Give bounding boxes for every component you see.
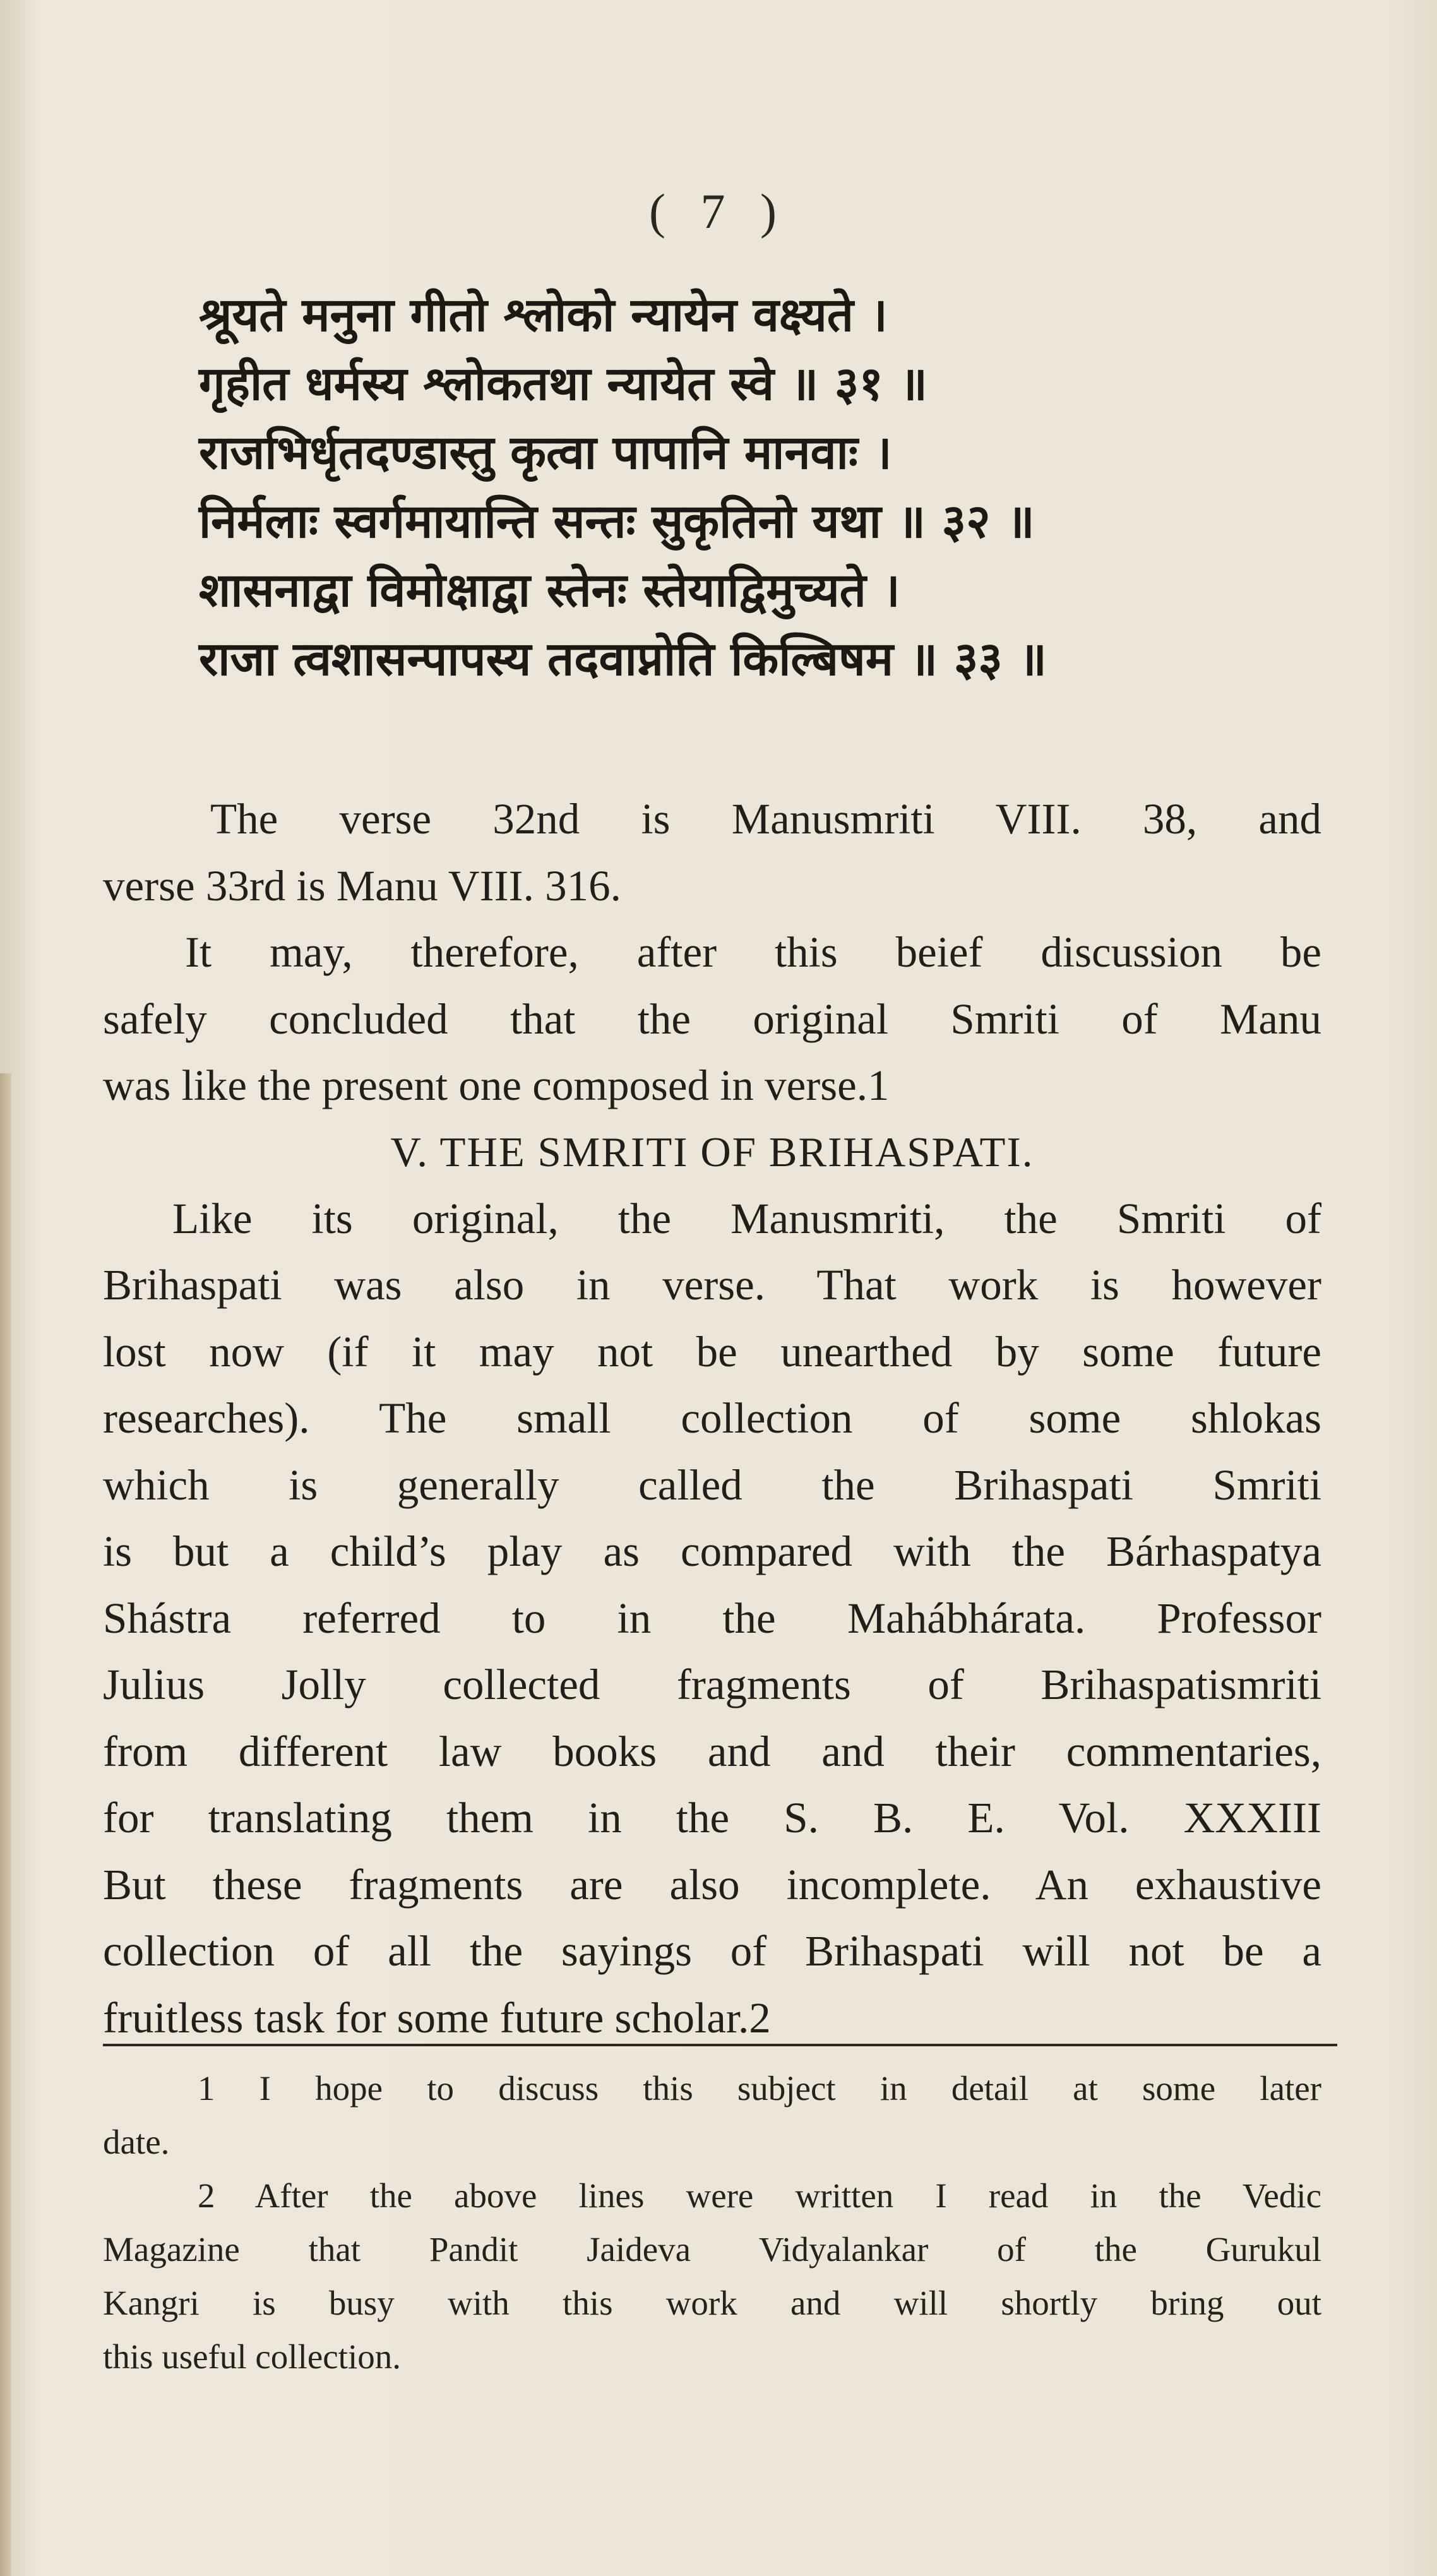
footnote-line: Kangri is busy with this work and will shortly bring out: [103, 2284, 1321, 2322]
sanskrit-verse-line: निर्मलाः स्वर्गमायान्ति सन्तः सुकृतिनो यथा ॥ ३२ ॥: [199, 494, 1035, 549]
text-line: collection of all the sayings of Brihaspati will not be a: [103, 1927, 1321, 1975]
paragraph-conclusion: [103, 919, 1321, 1119]
text-line: But these fragments are also incomplete. An exhaustive: [103, 1860, 1321, 1909]
text-line: Like its original, the Manusmriti, the Smriti of: [172, 1194, 1321, 1243]
text-line: It may, therefore, after this beief discussion be: [185, 928, 1321, 976]
sanskrit-verse-line: गृहीत धर्मस्य श्लोकतथा न्यायेत स्वे ॥ ३१ ॥: [199, 357, 927, 411]
sanskrit-verse-line: राजा त्वशासन्पापस्य तदवाप्नोति किल्बिषम ॥ ३३ ॥: [199, 632, 1047, 686]
text-line: lost now (if it may not be unearthed by some future: [103, 1327, 1321, 1376]
page-binding-edge: [0, 1073, 11, 2576]
sanskrit-verse-line: राजभिर्धृतदण्डास्तु कृत्वा पापानि मानवाः ।: [199, 426, 892, 480]
footnote-divider: [103, 2044, 1337, 2046]
paragraph-verse-reference: [103, 786, 1321, 919]
footnote-line: 2 After the above lines were written I read in the Vedic: [198, 2176, 1321, 2215]
text-line: verse 33rd is Manu VIII. 316.: [103, 861, 621, 910]
text-line: for translating them in the S. B. E. Vol. XXXIII: [103, 1794, 1321, 1842]
sanskrit-verses: [199, 281, 1272, 694]
section-heading: V. THE SMRITI OF BRIHASPATI.: [390, 1128, 1034, 1176]
footnote-line: this useful collection.: [103, 2337, 401, 2376]
footnote-line: 1 I hope to discuss this subject in detail at some later: [198, 2069, 1321, 2108]
text-line: fruitless task for some future scholar.2: [103, 1993, 771, 2042]
text-line: Brihaspati was also in verse. That work is however: [103, 1261, 1321, 1309]
footnote-line: Magazine that Pandit Jaideva Vidyalankar of the Gurukul: [103, 2230, 1321, 2269]
text-line: Shástra referred to in the Mahábhárata. Professor: [103, 1594, 1321, 1642]
sanskrit-verse-line: शासनाद्वा विमोक्षाद्वा स्तेनः स्तेयाद्विमुच्यते ।: [199, 563, 900, 617]
page-number: ( 7 ): [649, 184, 788, 239]
footnote-2: [103, 2169, 1321, 2383]
text-line: was like the present one composed in verse.1: [103, 1061, 890, 1109]
sanskrit-verse-line: श्रूयते मनुना गीतो श्लोको न्यायेन वक्ष्यते ।: [199, 288, 888, 342]
footnote-line: date.: [103, 2123, 170, 2161]
main-text: [103, 786, 1321, 2051]
footnote-1: [103, 2061, 1321, 2169]
text-line: researches). The small collection of some shlokas: [103, 1394, 1321, 1442]
text-line: from different law books and and their commentaries,: [103, 1727, 1321, 1775]
text-line: Julius Jolly collected fragments of Brihaspatismriti: [103, 1661, 1321, 1708]
text-line: is but a child’s play as compared with the Bárhaspatya: [103, 1527, 1321, 1575]
paragraph-brihaspati: [103, 1186, 1321, 2052]
footnotes: [103, 2061, 1321, 2383]
text-line: which is generally called the Brihaspati Smriti: [103, 1460, 1321, 1509]
text-line: The verse 32nd is Manusmriti VIII. 38, and: [210, 795, 1321, 843]
text-line: safely concluded that the original Smriti of Manu: [103, 994, 1321, 1043]
